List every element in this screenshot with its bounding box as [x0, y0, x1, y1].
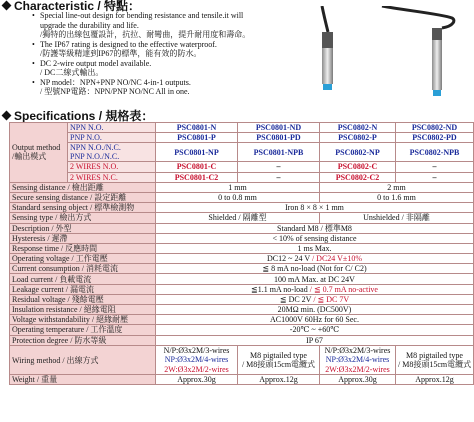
table-row: Sensing type / 檢出方式 Shielded / 隔離型 Unshielded / 非隔離 — [10, 213, 474, 223]
table-row: Operating temperature / 工作溫度 -20℃ ~ +60℃ — [10, 325, 474, 335]
table-row: Current consumption / 消耗電流 ≦ 8 mA no-load (Not for C/ C2) — [10, 264, 474, 274]
feature-item: • NP model：NPN+PNP NO/NC 4-in-1 outputs. — [32, 77, 191, 87]
table-row: Standard sensing object / 標準檢測物 Iron 8 × 8 × 1 mm — [10, 203, 474, 213]
table-row-wiring: Wiring method / 出線方式 N/P:Ø3x2M/3-wires NP:Ø3x2M/4-wires 2W:Ø3x2M/2-wires M8 pigtailed type / M8接頭15cm電纜式 N/P:Ø3x2M/3-wires NP:Ø3x2M/4-wires 2W:Ø3x2M/2-wires M8 pigtailed type / M8接頭15cm電纜式 — [10, 345, 474, 375]
diamond-bullet-icon — [2, 1, 12, 11]
table-row: Leakage current / 漏電流 ≦1.1 mA no-load / ≦ 0.7 mA no-active — [10, 284, 474, 294]
table-row: Load current / 負載電流 100 mA Max. at DC 24V — [10, 274, 474, 284]
table-row: Voltage withstandability / 絕緣耐壓 AC1000V 60Hz for 60 Sec. — [10, 315, 474, 325]
table-row: PNP N.O. PSC0801-P PSC0801-PD PSC0802-P PSC0802-PD — [10, 133, 474, 143]
table-row: Sensing distance / 檢出距離 1 mm 2 mm — [10, 182, 474, 192]
diamond-bullet-icon — [2, 111, 12, 121]
feature-item: • The IP67 rating is designed to the effective waterproof. — [32, 39, 217, 49]
table-row-weight: Weight / 重量 Approx.30g Approx.12g Approx.30g Approx.12g — [10, 375, 474, 385]
table-row: Secure sensing distance / 設定距離 0 to 0.8 mm 0 to 1.6 mm — [10, 192, 474, 202]
specifications-title: Specifications / 規格表： — [14, 109, 154, 123]
table-row: 2 WIRES N.C. PSC0801-C2 – PSC0802-C2 – — [10, 172, 474, 182]
sensor-left-icon — [322, 6, 333, 90]
table-row: Hysteresis / 遲滯 < 10% of sensing distance — [10, 233, 474, 243]
table-row: Residual voltage / 殘餘電壓 ≦ DC 2V / ≦ DC 7V — [10, 294, 474, 304]
feature-item: • DC 2-wire output model available. — [32, 58, 152, 68]
table-row: Operating voltage / 工作電壓 DC12 ~ 24 V / DC24 V±10% — [10, 254, 474, 264]
table-row: NPN N.O./N.C. PNP N.O./N.C. PSC0801-NP PSC0801-NPB PSC0802-NP PSC0802-NPB — [10, 143, 474, 162]
sensor-right-icon — [382, 6, 454, 96]
output-method-label: Output method /輸出模式 — [10, 123, 68, 183]
feature-list: • Special line-out design for bending resistance and tensile.it will upgrade the durability and life. /獨特的出線包覆設計，抗拉、耐彎曲，提升耐用度和壽命。 • The IP67 rating is designed to the effective waterproof. /防護等級精達到IP67的標準，能有效的防水。 • DC 2-wire output model available. / DC二線式輸出。 • NP model：NPN+PNP NO/NC 4-in-1 outputs. / 型號NP電路：NPN/PNP NO/NC All in one. — [32, 11, 251, 96]
characteristic-title: Characteristic / 特點： — [14, 0, 141, 13]
table-row: 2 WIRES N.O. PSC0801-C – PSC0802-C – — [10, 162, 474, 172]
sensor-product-image — [292, 6, 472, 101]
table-row: Description / 外型 Standard M8 / 標準M8 — [10, 223, 474, 233]
table-row: Protection degree / 防水等級 IP 67 — [10, 335, 474, 345]
table-row: Insulation resistance / 絕緣電阻 20MΩ min. (DC500V) — [10, 305, 474, 315]
table-row: Response time / 反應時間 1 ms Max. — [10, 243, 474, 253]
feature-item: • Special line-out design for bending resistance and tensile.it will — [32, 11, 244, 20]
specifications-table — [9, 122, 474, 385]
table-row: Output method /輸出模式 NPN N.O. PSC0801-N PSC0801-ND PSC0802-N PSC0802-ND — [10, 123, 474, 133]
